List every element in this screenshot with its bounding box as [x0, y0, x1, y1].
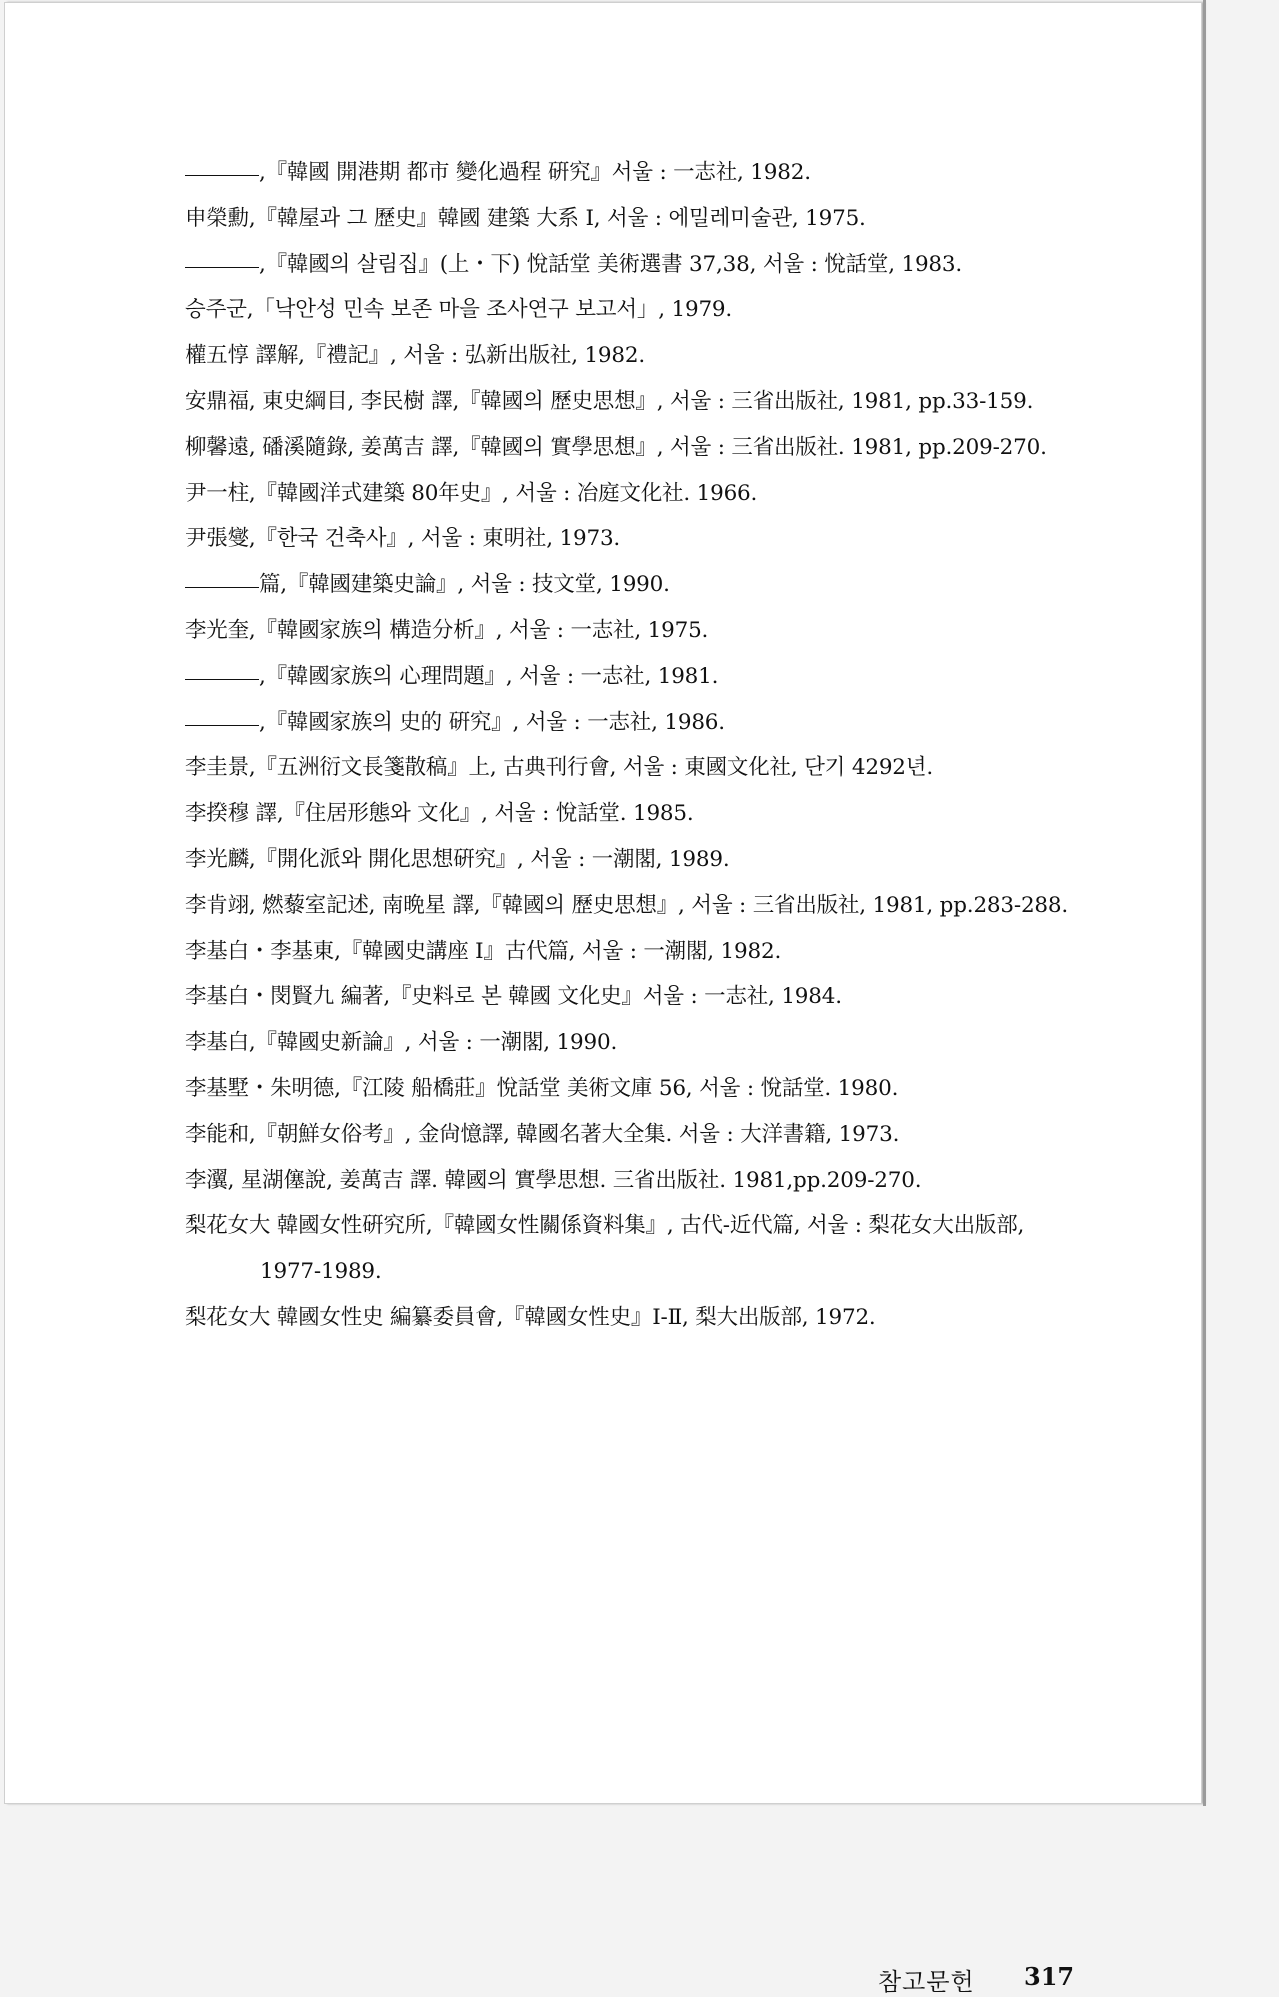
reference-text: 李光奎,『韓國家族의 構造分析』, 서울 : 一志社, 1975. — [185, 617, 709, 643]
reference-entry — [185, 1112, 1085, 1158]
reference-text: ,『韓國家族의 史的 硏究』, 서울 : 一志社, 1986. — [259, 709, 725, 735]
reference-entry — [185, 562, 1085, 608]
reference-entry — [185, 1203, 1085, 1295]
ditto-author-rule — [185, 266, 259, 268]
reference-text: 李基白・閔賢九 編著,『史料로 본 韓國 文化史』서울 : 一志社, 1984. — [185, 984, 842, 1010]
reference-entry — [185, 425, 1085, 471]
reference-entry — [185, 242, 1085, 288]
reference-list — [185, 150, 1085, 1341]
reference-entry — [185, 837, 1085, 883]
reference-entry — [185, 700, 1085, 746]
reference-text: 李瀷, 星湖僿說, 姜萬吉 譯. 韓國의 實學思想. 三省出版社. 1981,pp.209-270. — [185, 1167, 922, 1193]
reference-entry — [185, 1295, 1085, 1341]
reference-entry — [185, 471, 1085, 517]
reference-text: 李肯翊, 燃藜室記述, 南晩星 譯,『韓國의 歷史思想』, 서울 : 三省出版社, 1981, pp.283-288. — [185, 892, 1069, 918]
reference-text: 尹一柱,『韓國洋式建築 80年史』, 서울 : 冶庭文化社. 1966. — [185, 480, 758, 506]
reference-text: 申榮勳,『韓屋과 그 歷史』韓國 建築 大系 I, 서울 : 에밀레미술관, 1975. — [185, 205, 866, 231]
reference-text: 柳馨遠, 磻溪隨錄, 姜萬吉 譯,『韓國의 實學思想』, 서울 : 三省出版社. 1981, pp.209-270. — [185, 434, 1047, 460]
reference-text: 李光麟,『開化派와 開化思想硏究』, 서울 : 一潮閣, 1989. — [185, 846, 730, 872]
reference-text: 篇,『韓國建築史論』, 서울 : 技文堂, 1990. — [259, 572, 670, 598]
ditto-author-rule — [185, 724, 259, 726]
reference-text: ,『韓國의 살림집』(上・下) 悅話堂 美術選書 37,38, 서울 : 悅話堂, 1983. — [259, 251, 963, 277]
ditto-author-rule — [185, 586, 259, 588]
reference-entry — [185, 608, 1085, 654]
reference-entry — [185, 883, 1085, 929]
reference-entry — [185, 516, 1085, 562]
reference-text: 李能和,『朝鮮女俗考』, 金尙憶譯, 韓國名著大全集. 서울 : 大洋書籍, 1973. — [185, 1121, 900, 1147]
reference-text: 승주군,「낙안성 민속 보존 마을 조사연구 보고서」, 1979. — [185, 297, 733, 323]
reference-text: ,『韓國 開港期 都市 變化過程 硏究』서울 : 一志社, 1982. — [259, 160, 811, 185]
reference-entry — [185, 654, 1085, 700]
reference-entry — [185, 745, 1085, 791]
reference-entry — [185, 333, 1085, 379]
footer-section-title: 참고문헌 — [878, 1968, 975, 1996]
reference-entry — [185, 974, 1085, 1020]
ditto-author-rule — [185, 678, 259, 680]
reference-text: 安鼎福, 東史綱目, 李民樹 譯,『韓國의 歷史思想』, 서울 : 三省出版社, 1981, pp.33-159. — [185, 388, 1034, 414]
reference-text: ,『韓國家族의 心理問題』, 서울 : 一志社, 1981. — [259, 663, 719, 689]
ditto-author-rule — [185, 174, 259, 176]
reference-text: 李基白・李基東,『韓國史講座 I』古代篇, 서울 : 一潮閣, 1982. — [185, 938, 782, 964]
reference-entry — [185, 1020, 1085, 1066]
reference-entry — [185, 1066, 1085, 1112]
page-number: 317 — [1024, 1962, 1075, 1991]
reference-entry — [185, 1158, 1085, 1204]
reference-entry — [185, 379, 1085, 425]
reference-text: 權五惇 譯解,『禮記』, 서울 : 弘新出版社, 1982. — [185, 343, 646, 369]
reference-text: 梨花女大 韓國女性史 編纂委員會,『韓國女性史』Ⅰ-Ⅱ, 梨大出版部, 1972. — [185, 1304, 876, 1330]
reference-text: 李基白,『韓國史新論』, 서울 : 一潮閣, 1990. — [185, 1030, 618, 1056]
reference-entry — [185, 791, 1085, 837]
page-edge — [1203, 0, 1206, 1806]
reference-entry — [185, 150, 1085, 196]
reference-entry — [185, 287, 1085, 333]
reference-text: 李揆穆 譯,『住居形態와 文化』, 서울 : 悅話堂. 1985. — [185, 801, 694, 827]
reference-entry — [185, 196, 1085, 242]
reference-entry — [185, 929, 1085, 975]
reference-text: 梨花女大 韓國女性硏究所,『韓國女性關係資料集』, 古代-近代篇, 서울 : 梨花女大出版部, 1977-1989. — [185, 1213, 1031, 1285]
reference-text: 李圭景,『五洲衍文長箋散稿』上, 古典刊行會, 서울 : 東國文化社, 단기 4292년. — [185, 755, 933, 781]
reference-text: 尹張燮,『한국 건축사』, 서울 : 東明社, 1973. — [185, 526, 621, 552]
reference-text: 李基墅・朱明德,『江陵 船橋莊』悅話堂 美術文庫 56, 서울 : 悅話堂. 1980. — [185, 1075, 899, 1101]
